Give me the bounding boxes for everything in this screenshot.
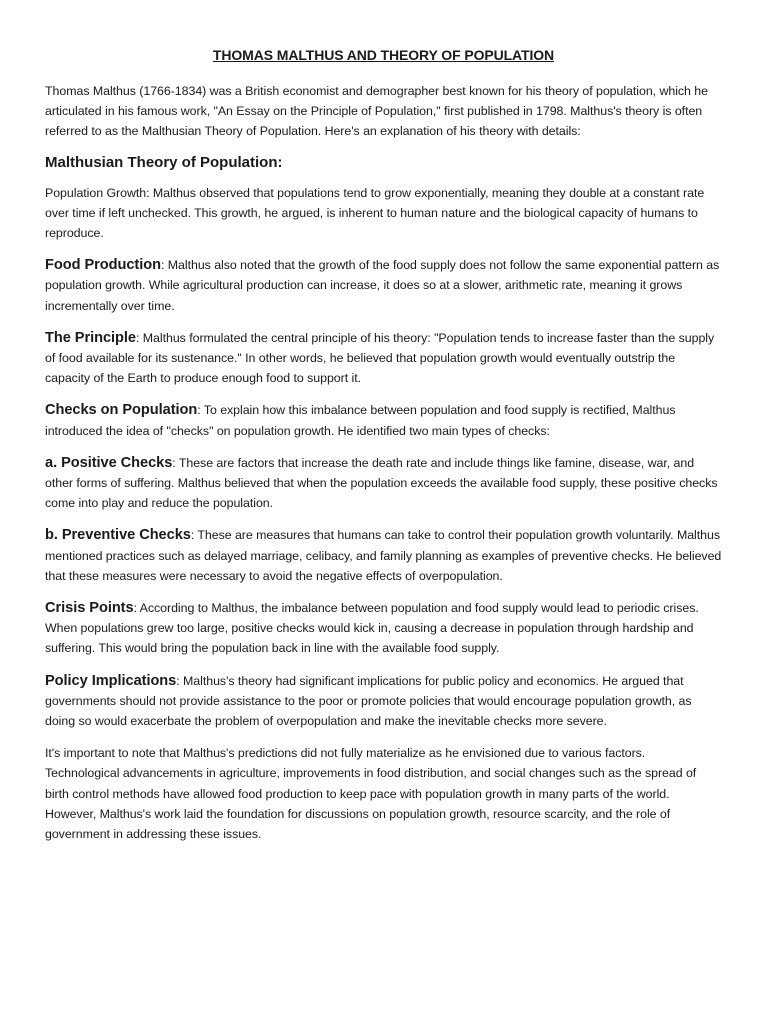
crisis-points-heading: Crisis Points xyxy=(45,600,134,617)
crisis-points-text: : According to Malthus, the imbalance between population and food supply would lead to periodic crises. When populations grew too large, positive checks would kick in, causing a decrease in population through hardship and suffering. This would bring the population back in line with the available food supply. xyxy=(45,601,699,656)
closing-paragraph: It's important to note that Malthus's predictions did not fully materialize as he envisioned due to various factors. Technological advancements in agriculture, improvements in food distribution, and social changes such as the spread of birth control methods have allowed food production to keep pace with population growth in many parts of the world. However, Malthus's work laid the foundation for discussions on population growth, resource scarcity, and the role of government in addressing these issues. xyxy=(45,746,697,842)
policy-implications-heading: Policy Implications xyxy=(45,672,177,689)
positive-checks-paragraph xyxy=(45,453,722,514)
positive-checks-text: : These are factors that increase the death rate and include things like famine, disease, war, and other forms of suffering. Malthus believed that when the population exceeds the available food supply, these positive checks come into play and reduce the population. xyxy=(45,455,718,511)
principle-text: : Malthus formulated the central principle of his theory: "Population tends to increase faster than the supply of food available for its sustenance." In other words, he believed that population growth would eventually outstrip the capacity of the Earth to produce enough food to support it. xyxy=(45,330,715,386)
preventive-checks-paragraph xyxy=(45,525,722,586)
population-growth-paragraph: Population Growth: Malthus observed that populations tend to grow exponentially, meaning they double at a constant rate over time if left unchecked. This growth, he argued, is inherent to human nature and the biological capacity of humans to reproduce. xyxy=(45,185,705,241)
principle-heading: The Principle xyxy=(45,329,136,346)
food-production-heading: Food Production xyxy=(45,257,161,274)
crisis-points-paragraph xyxy=(45,598,722,659)
document-title: THOMAS MALTHUS AND THEORY OF POPULATION xyxy=(212,47,555,63)
policy-implications-paragraph xyxy=(45,671,722,732)
policy-implications-text: : Malthus's theory had significant implications for public policy and economics. He argued that governments should not provide assistance to the poor or promote policies that would encourage population growth, as doing so would exacerbate the problem of overpopulation and make the inevitable checks more severe. xyxy=(45,673,692,729)
checks-on-population-heading: Checks on Population xyxy=(45,402,198,419)
intro-paragraph: Thomas Malthus (1766-1834) was a British economist and demographer best known for his theory of population, which he articulated in his famous work, "An Essay on the Principle of Population," first published in 1798. Malthus's theory is often referred to as the Malthusian Theory of Population. Here's an explanation of his theory with details: xyxy=(45,84,708,139)
food-production-paragraph xyxy=(45,255,722,316)
preventive-checks-text: : These are measures that humans can take to control their population growth voluntarily. Malthus mentioned practices such as delayed marriage, celibacy, and family planning as examples of preventive checks. He believed that these measures were necessary to avoid the negative effects of overpopulation. xyxy=(45,528,722,583)
food-production-text: : Malthus also noted that the growth of the food supply does not follow the same exponential pattern as population growth. While agricultural production can increase, it does so at a slower, arithmetic rate, meaning it grows incrementally over time. xyxy=(45,258,720,313)
checks-on-population-paragraph xyxy=(45,400,722,440)
preventive-checks-heading: b. Preventive Checks xyxy=(45,527,191,544)
positive-checks-heading: a. Positive Checks xyxy=(45,454,173,471)
checks-on-population-text: : To explain how this imbalance between population and food supply is rectified, Malthus introduced the idea of "checks" on population growth. He identified two main types of checks: xyxy=(45,403,676,438)
section-heading: Malthusian Theory of Population: xyxy=(45,153,283,171)
principle-paragraph xyxy=(45,328,722,389)
